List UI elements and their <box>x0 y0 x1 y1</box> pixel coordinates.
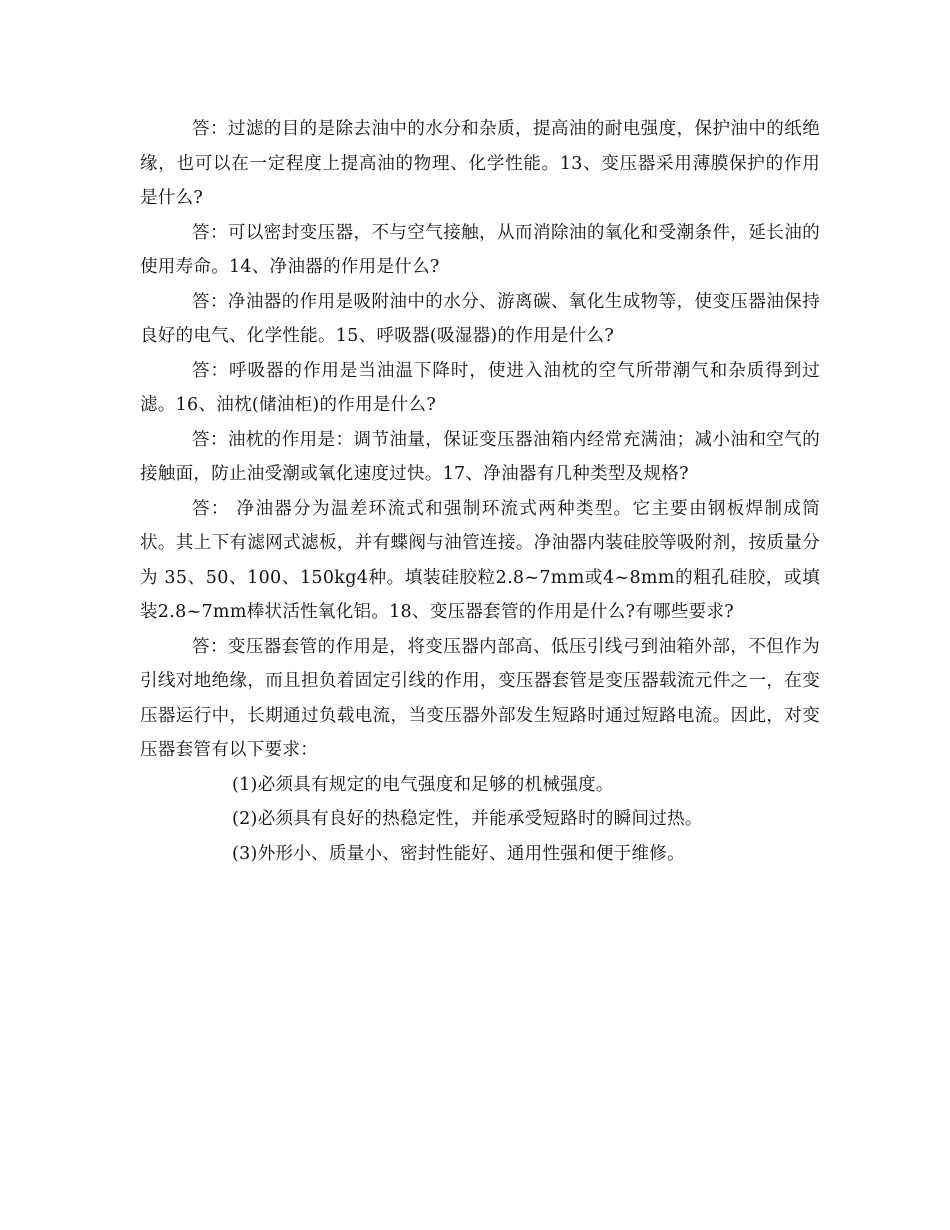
paragraph-filtering-answer: 答：过滤的目的是除去油中的水分和杂质，提高油的耐电强度，保护油中的纸绝缘，也可以在一定程度上提高油的物理、化学性能。13、变压器采用薄膜保护的作用是什么? <box>140 119 820 208</box>
requirement-item: (2)必须具有良好的热稳定性，并能承受短路时的瞬间过热。 <box>232 809 703 829</box>
paragraph-purifier-types-answer: 答： 净油器分为温差环流式和强制环流式两种类型。它主要由钢板焊制成筒状。其上下有滤网式滤板，并有蝶阀与油管连接。净油器内装硅胶等吸附剂，按质量分为 35、50、100、150kg4种。填装硅胶粒2.8~7mm或4~8mm的粗孔硅胶，或填装2.8~7mm棒状活性氧化铝。18、变压器套管的作用是什么?有哪些要求? <box>140 498 820 622</box>
paragraph-membrane-answer: 答：可以密封变压器，不与空气接触，从而消除油的氧化和受潮条件，延长油的使用寿命。14、净油器的作用是什么? <box>140 222 820 277</box>
requirement-item: (1)必须具有规定的电气强度和足够的机械强度。 <box>232 774 614 795</box>
requirement-item: (3)外形小、质量小、密封性能好、通用性强和便于维修。 <box>232 843 685 864</box>
document-body <box>140 112 820 871</box>
paragraph-conservator-answer: 答：油枕的作用是：调节油量，保证变压器油箱内经常充满油；减小油和空气的接触面，防止油受潮或氧化速度过快。17、净油器有几种类型及规格? <box>140 429 820 484</box>
paragraph-oil-purifier-answer: 答：净油器的作用是吸附油中的水分、游离碳、氧化生成物等，使变压器油保持良好的电气、化学性能。15、呼吸器(吸湿器)的作用是什么? <box>140 291 820 346</box>
paragraph-bushing-answer: 答：变压器套管的作用是，将变压器内部高、低压引线弓到油箱外部，不但作为引线对地绝缘，而且担负着固定引线的作用，变压器套管是变压器载流元件之一，在变压器运行中，长期通过负载电流，当变压器外部发生短路时通过短路电流。因此，对变压器套管有以下要求： <box>140 636 820 760</box>
paragraph-breather-answer: 答：呼吸器的作用是当油温下降时，使进入油枕的空气所带潮气和杂质得到过滤。16、油枕(储油柜)的作用是什么? <box>140 360 820 415</box>
